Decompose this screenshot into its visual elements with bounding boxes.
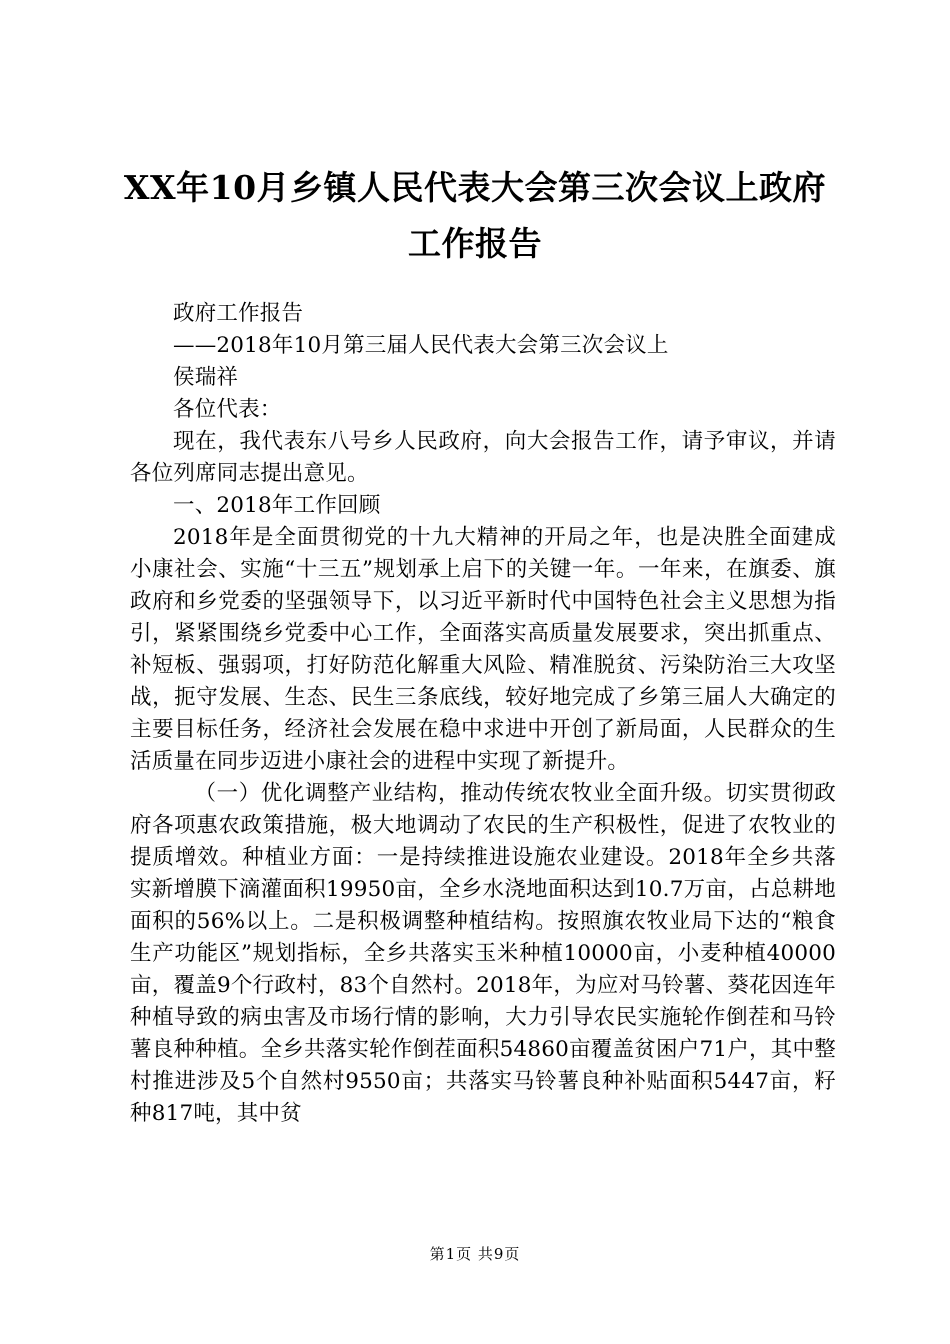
paragraph-review-summary: 2018年是全面贯彻党的十九大精神的开局之年，也是决胜全面建成小康社会、实施“十三五”规划承上启下的关键一年。一年来，在旗委、旗政府和乡党委的坚强领导下，以习近平新时代中国特色社会主义思想为指引，紧紧围绕乡党委中心工作，全面落实高质量发展要求，突出抓重点、补短板、强弱项，打好防范化解重大风险、精准脱贫、污染防治三大攻坚战，扼守发展、生态、民生三条底线，较好地完成了乡第三届人大确定的主要目标任务，经济社会发展在稳中求进中开创了新局面，人民群众的生活质量在同步迈进小康社会的进程中实现了新提升。 <box>130 525 836 774</box>
paragraph-opening: 现在，我代表东八号乡人民政府，向大会报告工作，请予审议，并请各位列席同志提出意见。 <box>130 429 836 486</box>
page-number: 第1页 共9页 <box>429 1245 521 1263</box>
paragraph-meeting-subtitle: ——2018年10月第三届人民代表大会第三次会议上 <box>173 333 669 358</box>
paragraph-report-name: 政府工作报告 <box>173 301 304 326</box>
paragraph-industry-structure: （一）优化调整产业结构，推动传统农牧业全面升级。切实贯彻政府各项惠农政策措施，极大地调动了农民的生产积极性，促进了农牧业的提质增效。种植业方面：一是持续推进设施农业建设。2018年全乡共落实新增膜下滴灌面积19950亩，全乡水浇地面积达到10.7万亩，占总耕地面积的56%以上。二是积极调整种植结构。按照旗农牧业局下达的“粮食生产功能区”规划指标，全乡共落实玉米种植10000亩，小麦种植40000亩，覆盖9个行政村，83个自然村。2018年，为应对马铃薯、葵花因连年种植导致的病虫害及市场行情的影响，大力引导农民实施轮作倒茬和马铃薯良种种植。全乡共落实轮作倒茬面积54860亩覆盖贫困户71户，其中整村推进涉及5个自然村9550亩；共落实马铃薯良种补贴面积5447亩，籽种817吨，其中贫 <box>130 781 836 1126</box>
document-title: XX年10月乡镇人民代表大会第三次会议上政府工作报告 <box>123 168 827 263</box>
paragraph-author: 侯瑞祥 <box>173 365 239 390</box>
document-body <box>130 298 836 1130</box>
paragraph-salutation: 各位代表： <box>173 397 282 422</box>
section-heading-review: 一、2018年工作回顾 <box>173 493 381 518</box>
